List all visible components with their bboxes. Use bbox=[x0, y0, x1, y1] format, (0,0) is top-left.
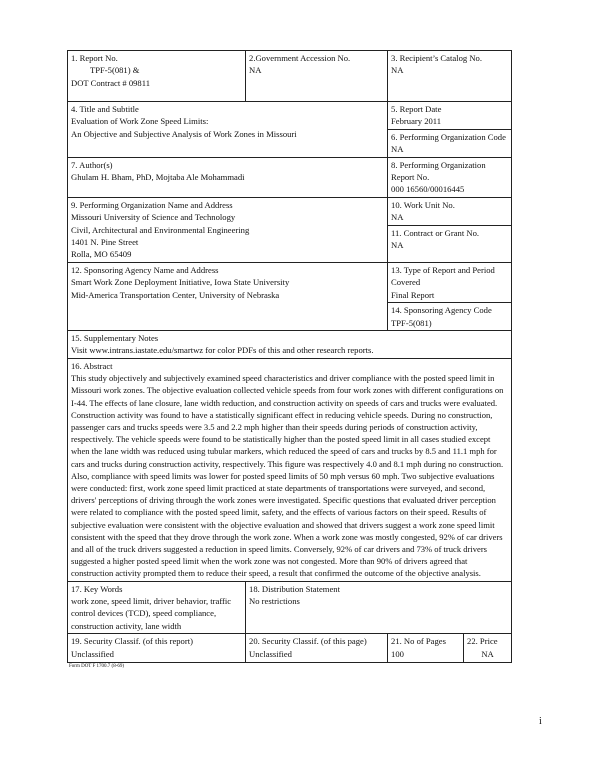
report-type-block bbox=[388, 263, 511, 302]
perf-code-value: NA bbox=[391, 144, 404, 155]
form-row-2 bbox=[68, 102, 512, 158]
report-no-value: TPF-5(081) & bbox=[90, 65, 140, 76]
form-row-9 bbox=[68, 634, 512, 663]
catalog-no-cell bbox=[388, 51, 512, 102]
supplementary-notes-label: 15. Supplementary Notes bbox=[71, 332, 159, 343]
key-words-value: work zone, speed limit, driver behavior, traffic control devices (TCD), speed compliance, construction activity, lane width bbox=[71, 595, 232, 631]
report-date-label: 5. Report Date bbox=[391, 104, 442, 114]
performing-org-label: 9. Performing Organization Name and Address bbox=[71, 199, 233, 210]
abstract-cell bbox=[68, 358, 512, 581]
contract-value: NA bbox=[391, 240, 404, 251]
perf-report-cell bbox=[388, 157, 512, 197]
sponsoring-code-block bbox=[388, 302, 511, 330]
report-type-value: Final Report bbox=[391, 289, 435, 300]
sponsoring-agency-line-1: Smart Work Zone Deployment Initiative, Iowa State University bbox=[71, 277, 290, 288]
performing-org-line-3: 1401 N. Pine Street bbox=[71, 237, 139, 248]
supplementary-notes-value: Visit www.intrans.iastate.edu/smartwz for color PDFs of this and other research reports. bbox=[71, 345, 374, 356]
page-number: i bbox=[539, 716, 542, 727]
abstract-label: 16. Abstract bbox=[71, 360, 113, 371]
title-line-2: An Objective and Subjective Analysis of Work Zones in Missouri bbox=[71, 128, 297, 139]
price-label: 22. Price bbox=[467, 636, 498, 647]
perf-report-label: 8. Performing Organization Report No. bbox=[391, 159, 486, 183]
contract-block bbox=[388, 225, 511, 253]
distribution-cell bbox=[246, 581, 512, 634]
price-value: NA bbox=[481, 648, 494, 659]
title-label: 4. Title and Subtitle bbox=[71, 104, 139, 114]
report-date-block bbox=[388, 102, 511, 129]
form-row-1 bbox=[68, 51, 512, 102]
work-unit-block bbox=[388, 198, 511, 225]
catalog-no-value: NA bbox=[391, 65, 404, 76]
gov-accession-label: 2.Government Accession No. bbox=[249, 53, 351, 63]
price-cell bbox=[464, 634, 512, 663]
perf-code-block bbox=[388, 129, 511, 157]
form-number: Form DOT F 1700.7 (8-69) bbox=[69, 664, 125, 670]
title-cell bbox=[68, 102, 388, 158]
gov-accession-cell bbox=[246, 51, 388, 102]
authors-value: Ghulam H. Bham, PhD, Mojtaba Ale Mohammadi bbox=[71, 172, 245, 183]
no-of-pages-cell bbox=[388, 634, 464, 663]
report-type-label: 13. Type of Report and Period Covered bbox=[391, 264, 495, 288]
sponsoring-agency-cell bbox=[68, 262, 388, 330]
authors-cell bbox=[68, 157, 388, 197]
technical-report-documentation-page bbox=[67, 50, 511, 669]
gov-accession-value: NA bbox=[249, 65, 262, 76]
report-date-value: February 2011 bbox=[391, 116, 442, 127]
documentation-form-table bbox=[67, 50, 512, 663]
contract-label: 11. Contract or Grant No. bbox=[391, 227, 480, 238]
sponsoring-code-label: 14. Sponsoring Agency Code bbox=[391, 305, 492, 316]
no-of-pages-value: 100 bbox=[391, 648, 404, 659]
form-row-7 bbox=[68, 358, 512, 581]
performing-org-line-1: Missouri University of Science and Technology bbox=[71, 212, 236, 223]
report-no-cell bbox=[68, 51, 246, 102]
form-row-5 bbox=[68, 262, 512, 330]
perf-report-value: 000 16560/00016445 bbox=[391, 184, 465, 195]
security-page-value: Unclassified bbox=[249, 648, 292, 659]
security-report-value: Unclassified bbox=[71, 648, 114, 659]
perf-code-label: 6. Performing Organization Code bbox=[391, 131, 506, 142]
supplementary-notes-cell bbox=[68, 330, 512, 358]
form-row-8 bbox=[68, 581, 512, 634]
key-words-cell bbox=[68, 581, 246, 634]
sponsoring-code-value: TPF-5(081) bbox=[391, 317, 432, 328]
key-words-label: 17. Key Words bbox=[71, 583, 123, 594]
work-unit-value: NA bbox=[391, 212, 404, 223]
contract-no-value: DOT Contract # 09811 bbox=[71, 77, 151, 88]
security-report-cell bbox=[68, 634, 246, 663]
sponsoring-agency-label: 12. Sponsoring Agency Name and Address bbox=[71, 264, 219, 275]
distribution-value: No restrictions bbox=[249, 595, 300, 606]
form-row-6 bbox=[68, 330, 512, 358]
no-of-pages-label: 21. No of Pages bbox=[391, 636, 446, 647]
security-page-cell bbox=[246, 634, 388, 663]
performing-org-line-2: Civil, Architectural and Environmental Engineering bbox=[71, 224, 250, 235]
report-type-and-code-cell bbox=[388, 262, 512, 330]
title-line-1: Evaluation of Work Zone Speed Limits: bbox=[71, 116, 209, 127]
work-unit-label: 10. Work Unit No. bbox=[391, 199, 455, 210]
sponsoring-agency-line-2: Mid-America Transportation Center, University of Nebraska bbox=[71, 289, 280, 300]
report-no-label: 1. Report No. bbox=[71, 53, 118, 63]
security-page-label: 20. Security Classif. (of this page) bbox=[249, 636, 367, 647]
date-and-code-cell bbox=[388, 102, 512, 158]
security-report-label: 19. Security Classif. (of this report) bbox=[71, 636, 193, 647]
abstract-text: This study objectively and subjectively examined speed characteristics and driver compliance with the posted speed limit in Missouri work zones. The objective evaluation collected vehicle speeds from four work zones with different configurations on I-44. The effects of lane closure, lane width reduction, and construction activity on speeds of cars and trucks were evaluated. Construction activity was found to have a statistically significant effect in reducing vehicle speeds. During no construction, passenger cars and trucks speeds were 3.5 and 2.2 mph higher than their speeds during periods of construction activity, respectively. The vehicle speeds were found to be statistically higher than the posted speed limit in all cases studied except when the lane width was reduced using tubular markers, which reduced the speed of cars and trucks by 8.5 and 11.1 mph for cars and trucks during construction activity, respectively. This figure was respectively 4.0 and 8.1 mph during no construction. Also, compliance with speed limits was lower for posted speed limits of 50 mph versus 60 mph. Two subjective evaluations were conducted: first, work zone speed limit practiced at state departments of transportations were surveyed, and second, drivers' perceptions of driving through the work zones were investigated. Specific questions that evaluated driver perception were related to compliance with the posted speed limit, safety, and the effects of various factors on their speed. Results of subjective evaluation were consistent with the objective evaluation and showed that drivers suggest a work zone speed limit consistent with the speed that they drove through the work zone. When a work zone was mostly congested, 92% of car drivers and all of the truck drivers suggested a reduction in speed limits. Conversely, 92% of car drivers and 73% of truck drivers suggested a higher posted speed limit when the work zone was not congested. More than 90% of drivers agreed that construction activity prompted them to reduce their speed, a result that confirmed the outcome of the objective analysis. bbox=[71, 373, 504, 579]
catalog-no-label: 3. Recipient’s Catalog No. bbox=[391, 53, 482, 63]
performing-org-line-4: Rolla, MO 65409 bbox=[71, 249, 132, 260]
performing-org-cell bbox=[68, 197, 388, 262]
distribution-label: 18. Distribution Statement bbox=[249, 583, 340, 594]
work-unit-and-contract-cell bbox=[388, 197, 512, 262]
authors-label: 7. Author(s) bbox=[71, 159, 113, 170]
form-row-3 bbox=[68, 157, 512, 197]
form-row-4 bbox=[68, 197, 512, 262]
